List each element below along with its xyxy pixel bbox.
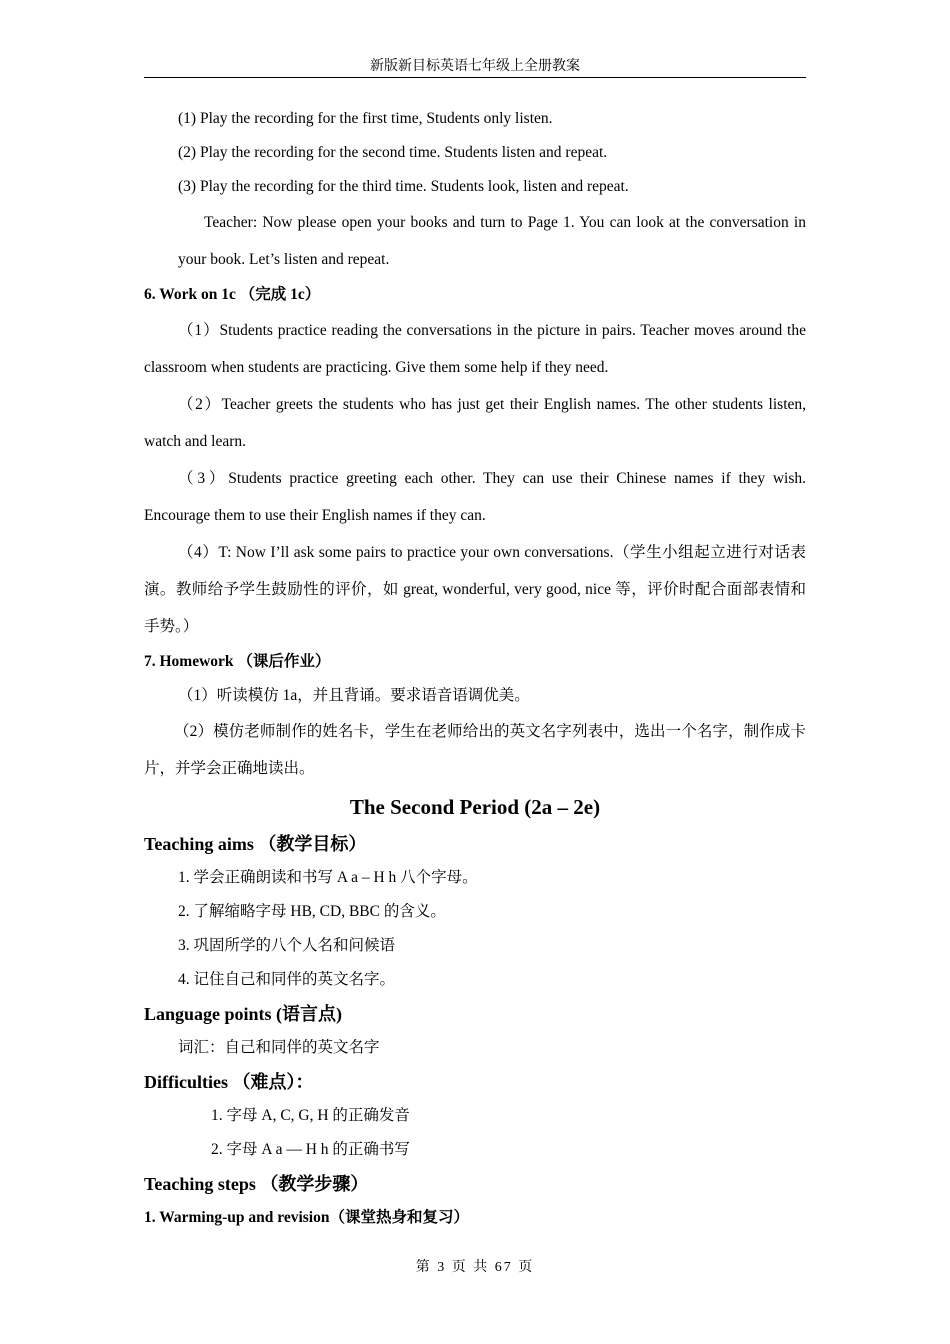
- step7-heading: 7. Homework （课后作业）: [144, 653, 331, 670]
- aim-item: 1. 学会正确朗读和书写 A a – H h 八个字母。: [178, 869, 478, 886]
- step1-heading: 1. Warming-up and revision（课堂热身和复习）: [144, 1209, 469, 1226]
- homework-item-1: （1）听读模仿 1a，并且背诵。要求语音语调优美。: [178, 687, 530, 704]
- step6-item-2: （2）Teacher greets the students who has just get their English names. The other students listen, watch and learn.: [144, 396, 806, 450]
- listen-step-2: (2) Play the recording for the second time. Students listen and repeat.: [178, 144, 608, 161]
- step6-item-1: （1）Students practice reading the conversations in the picture in pairs. Teacher moves around the classroom when students are practicing. Give them some help if they need.: [144, 322, 806, 376]
- language-points-heading: Language points (语言点): [144, 1004, 343, 1024]
- homework-item-2: （2）模仿老师制作的姓名卡，学生在老师给出的英文名字列表中，选出一个名字，制作成卡片，并学会正确地读出。: [144, 723, 806, 777]
- period-title: The Second Period (2a – 2e): [349, 795, 601, 819]
- step6-heading: 6. Work on 1c （完成 1c）: [144, 286, 321, 303]
- page-header: 新版新目标英语七年级上全册教案: [144, 58, 806, 78]
- aim-item: 4. 记住自己和同伴的英文名字。: [178, 971, 396, 988]
- page-number: 第 3 页 共 67 页: [415, 1260, 535, 1275]
- step6-item-3: （3）Students practice greeting each other. They can use their Chinese names if they wish. Encourage them to use their English names if they can.: [144, 470, 806, 524]
- difficulties-heading: Difficulties （难点）：: [144, 1072, 314, 1092]
- document-body: [144, 102, 806, 1235]
- step6-item-4: （4）T: Now I’ll ask some pairs to practice your own conversations.（学生小组起立进行对话表演。教师给予学生鼓励性的评价，如 great, wonderful, very good, nice 等，评价时配合面部表情和手势。）: [144, 544, 806, 635]
- aim-item: 2. 了解缩略字母 HB, CD, BBC 的含义。: [178, 903, 446, 920]
- language-vocab: 词汇：自己和同伴的英文名字: [178, 1039, 380, 1056]
- teaching-aims-heading: Teaching aims （教学目标）: [144, 834, 367, 854]
- listen-step-1: (1) Play the recording for the first time, Students only listen.: [178, 110, 553, 127]
- difficulty-item: 2. 字母 A a — H h 的正确书写: [211, 1141, 410, 1158]
- teaching-steps-heading: Teaching steps （教学步骤）: [144, 1174, 369, 1194]
- listen-step-3: (3) Play the recording for the third time. Students look, listen and repeat.: [178, 178, 629, 195]
- difficulty-item: 1. 字母 A, C, G, H 的正确发音: [211, 1107, 410, 1124]
- aim-item: 3. 巩固所学的八个人名和问候语: [178, 937, 396, 954]
- teacher-instruction: Teacher: Now please open your books and turn to Page 1. You can look at the conversation in your book. Let’s listen and repeat.: [178, 214, 806, 268]
